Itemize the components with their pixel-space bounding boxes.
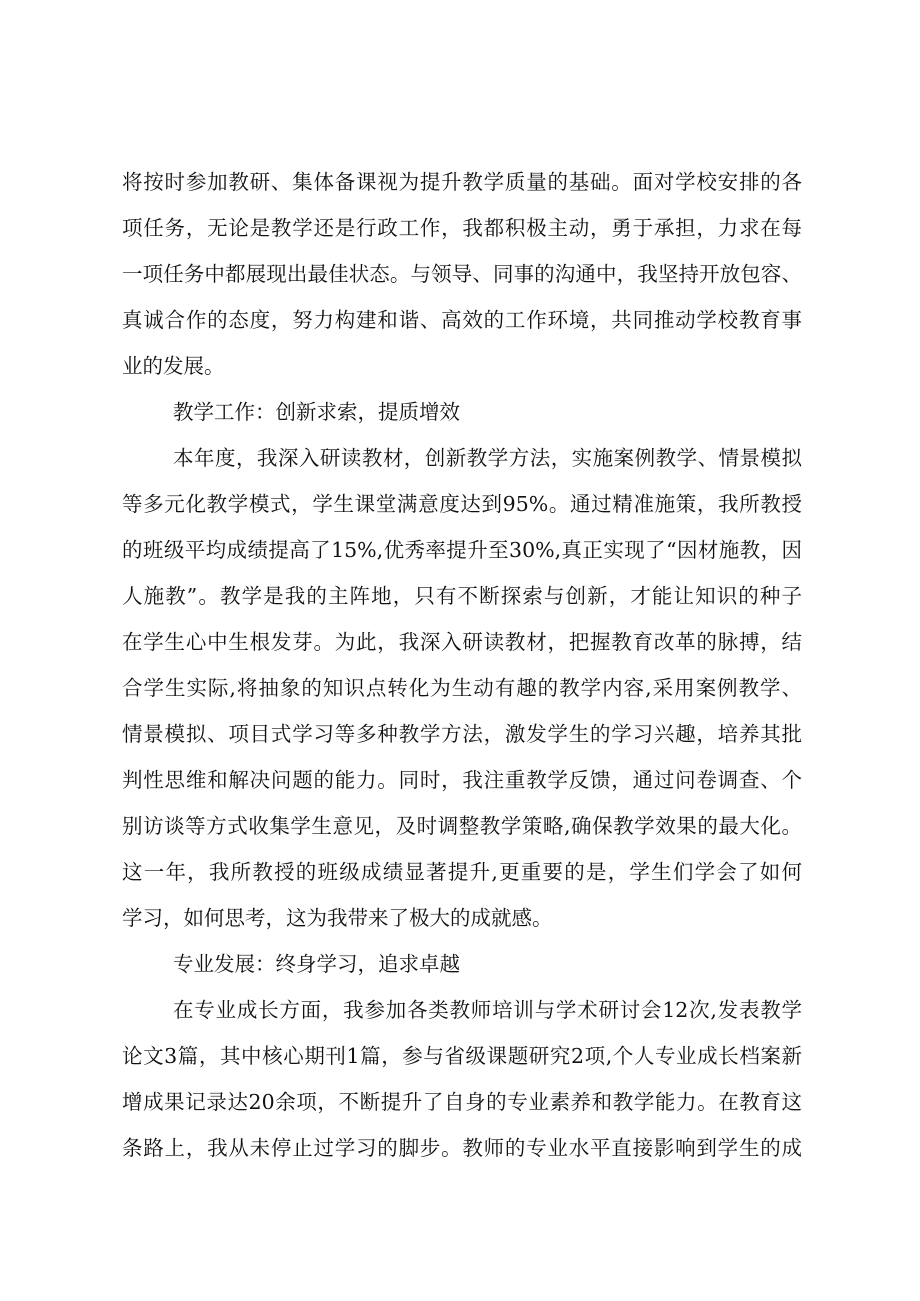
paragraph-2-line-6: 合学生实际,将抽象的知识点转化为生动有趣的教学内容,采用案例教学、 — [122, 676, 802, 700]
paragraph-3-line-3: 增成果记录达20余项，不断提升了自身的专业素养和教学能力。在教育这 — [122, 1090, 802, 1114]
paragraph-1-line-4: 真诚合作的态度，努力构建和谐、高效的工作环境，共同推动学校教育事 — [122, 308, 802, 332]
paragraph-2-line-9: 别访谈等方式收集学生意见，及时调整教学策略,确保教学效果的最大化。 — [122, 814, 802, 838]
paragraph-1-line-3: 一项任务中都展现出最佳状态。与领导、同事的沟通中，我坚持开放包容、 — [122, 262, 802, 286]
paragraph-2-line-2: 等多元化教学模式，学生课堂满意度达到95%。通过精准施策，我所教授 — [122, 492, 802, 516]
paragraph-3-line-4: 条路上，我从未停止过学习的脚步。教师的专业水平直接影响到学生的成 — [122, 1136, 802, 1160]
section-heading-teaching: 教学工作：创新求索，提质增效 — [173, 400, 460, 424]
paragraph-1-line-2: 项任务，无论是教学还是行政工作，我都积极主动，勇于承担，力求在每 — [122, 216, 802, 240]
paragraph-2-line-10: 这一年，我所教授的班级成绩显著提升,更重要的是，学生们学会了如何 — [122, 860, 802, 884]
section-heading-professional: 专业发展：终身学习，追求卓越 — [173, 952, 460, 976]
paragraph-2-line-5: 在学生心中生根发芽。为此，我深入研读教材，把握教育改革的脉搏，结 — [122, 630, 802, 654]
paragraph-2-line-1: 本年度，我深入研读教材，创新教学方法，实施案例教学、情景模拟 — [173, 446, 802, 470]
paragraph-2-line-3: 的班级平均成绩提高了15%,优秀率提升至30%,真正实现了“因材施教，因 — [122, 538, 802, 562]
paragraph-3-line-2: 论文3篇，其中核心期刊1篇，参与省级课题研究2项,个人专业成长档案新 — [122, 1044, 802, 1068]
paragraph-2-line-11: 学习，如何思考，这为我带来了极大的成就感。 — [122, 906, 553, 930]
paragraph-1-line-1: 将按时参加教研、集体备课视为提升教学质量的基础。面对学校安排的各 — [122, 170, 802, 194]
paragraph-2-line-8: 判性思维和解决问题的能力。同时，我注重教学反馈，通过问卷调查、个 — [122, 768, 802, 792]
paragraph-2-line-4: 人施教”。教学是我的主阵地，只有不断探索与创新，才能让知识的种子 — [122, 584, 802, 608]
paragraph-3-line-1: 在专业成长方面，我参加各类教师培训与学术研讨会12次,发表教学 — [173, 998, 802, 1022]
paragraph-1-line-5: 业的发展。 — [122, 354, 225, 378]
paragraph-2-line-7: 情景模拟、项目式学习等多种教学方法，激发学生的学习兴趣，培养其批 — [122, 722, 802, 746]
